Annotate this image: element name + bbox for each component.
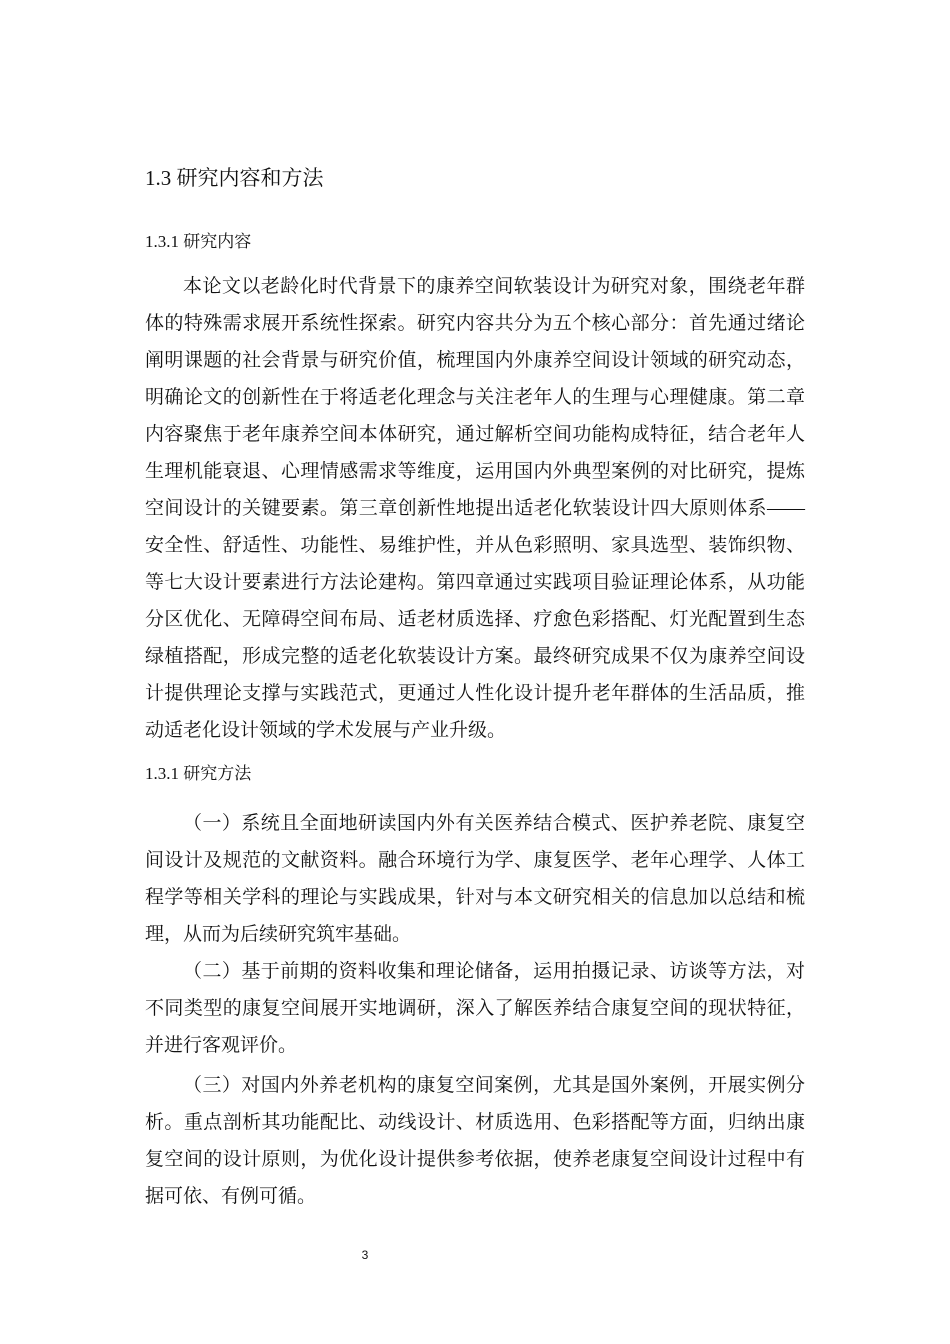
- paragraph: [145, 953, 805, 1064]
- section-title: 1.3 研究内容和方法: [145, 166, 324, 190]
- text-line: 本论文以老龄化时代背景下的康养空间软装设计为研究对象，围绕老年群: [183, 276, 805, 297]
- text-line: 计提供理论支撑与实践范式，更通过人性化设计提升老年群体的生活品质，推: [145, 683, 805, 704]
- text-line: 据可依、有例可循。: [145, 1186, 317, 1207]
- text-line: 间设计及规范的文献资料。融合环境行为学、康复医学、老年心理学、人体工: [145, 850, 805, 871]
- text-line: 明确论文的创新性在于将适老化理念与关注老年人的生理与心理健康。第二章: [145, 387, 805, 408]
- text-line: 动适老化设计领域的学术发展与产业升级。: [145, 720, 507, 741]
- text-line: 理，从而为后续研究筑牢基础。: [145, 924, 412, 945]
- text-line: 分区优化、无障碍空间布局、适老材质选择、疗愈色彩搭配、灯光配置到生态: [145, 609, 805, 630]
- text-line: 绿植搭配，形成完整的适老化软装设计方案。最终研究成果不仅为康养空间设: [145, 646, 805, 667]
- text-line: 并进行客观评价。: [145, 1035, 298, 1056]
- text-line: 等七大设计要素进行方法论建构。第四章通过实践项目验证理论体系，从功能: [145, 572, 805, 593]
- subsection-title-content: 1.3.1 研究内容: [145, 232, 252, 251]
- text-line: 安全性、舒适性、功能性、易维护性，并从色彩照明、家具选型、装饰织物、: [145, 535, 805, 556]
- paragraph: [145, 1067, 805, 1215]
- page-number: 3: [361, 1248, 369, 1262]
- paragraph: [145, 805, 805, 953]
- text-line: （一）系统且全面地研读国内外有关医养结合模式、医护养老院、康复空: [183, 813, 805, 834]
- text-line: 空间设计的关键要素。第三章创新性地提出适老化软装设计四大原则体系——: [145, 498, 805, 519]
- text-line: 体的特殊需求展开系统性探索。研究内容共分为五个核心部分：首先通过绪论: [145, 313, 805, 334]
- text-line: 阐明课题的社会背景与研究价值，梳理国内外康养空间设计领域的研究动态，: [145, 350, 805, 371]
- text-line: 内容聚焦于老年康养空间本体研究，通过解析空间功能构成特征，结合老年人: [145, 424, 805, 445]
- text-line: 不同类型的康复空间展开实地调研，深入了解医养结合康复空间的现状特征，: [145, 998, 805, 1019]
- text-line: （三）对国内外养老机构的康复空间案例，尤其是国外案例，开展实例分: [183, 1075, 805, 1096]
- text-line: （二）基于前期的资料收集和理论储备，运用拍摄记录、访谈等方法，对: [183, 961, 805, 982]
- text-line: 生理机能衰退、心理情感需求等维度，运用国内外典型案例的对比研究，提炼: [145, 461, 805, 482]
- text-line: 复空间的设计原则，为优化设计提供参考依据，使养老康复空间设计过程中有: [145, 1149, 805, 1170]
- text-line: 程学等相关学科的理论与实践成果，针对与本文研究相关的信息加以总结和梳: [145, 887, 805, 908]
- text-line: 析。重点剖析其功能配比、动线设计、材质选用、色彩搭配等方面，归纳出康: [145, 1112, 805, 1133]
- subsection-title-methods: 1.3.1 研究方法: [145, 764, 252, 783]
- paragraph: [145, 268, 805, 749]
